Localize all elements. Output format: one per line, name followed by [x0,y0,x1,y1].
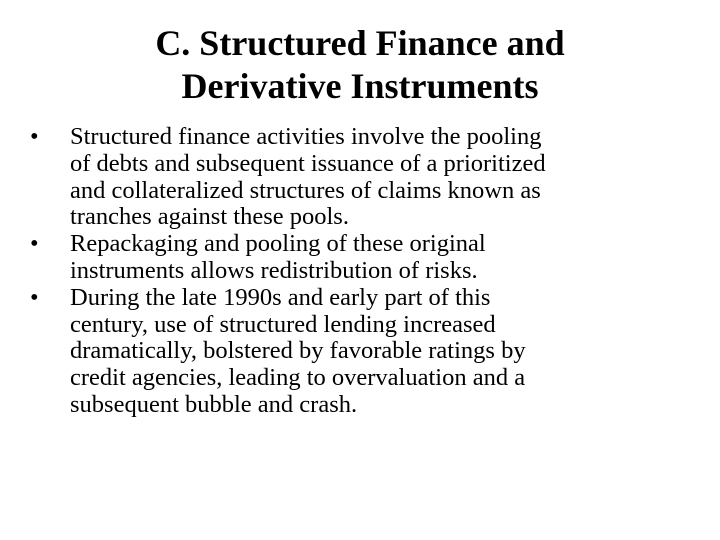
bullet-line: and collateralized structures of claims known as [70,176,541,204]
bullet-item-repackaging [30,231,690,285]
bullet-line: tranches against these pools. [70,203,349,231]
bullet-marker: • [30,230,39,258]
slide-title-line-2: Derivative Instruments [181,66,539,106]
bullet-line: subsequent bubble and crash. [70,390,358,418]
bullet-line: During the late 1990s and early part of this [70,283,491,311]
bullet-marker: • [30,283,39,311]
bullet-line: Repackaging and pooling of these original [70,230,486,258]
bullet-line: century, use of structured lending increased [70,310,496,338]
bullet-line: credit agencies, leading to overvaluation and a [70,364,526,392]
bullet-item-pooling [30,124,690,231]
slide-title-line-1: C. Structured Finance and [155,23,565,63]
bullet-line: of debts and subsequent issuance of a prioritized [70,149,546,177]
bullet-line: dramatically, bolstered by favorable ratings by [70,337,526,365]
bullet-marker: • [30,123,39,150]
bullet-item-late-1990s [30,285,690,419]
bullet-line: Structured finance activities involve the pooling [70,123,542,150]
bullet-line: instruments allows redistribution of risks. [70,256,478,284]
slide-title [0,22,720,108]
bullet-list [30,124,690,419]
